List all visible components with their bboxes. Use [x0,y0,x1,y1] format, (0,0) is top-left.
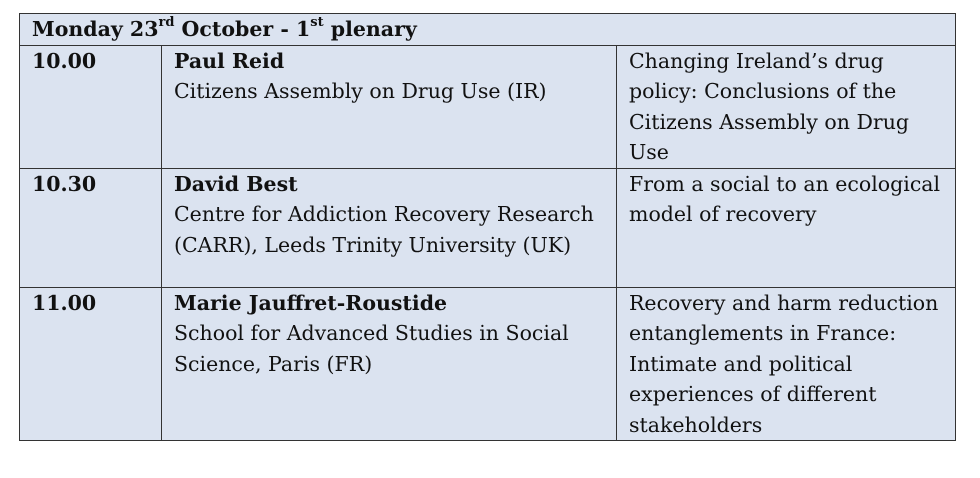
table-header-row [20,14,956,46]
speaker-affiliation: School for Advanced Studies in Social Science, Paris (FR) [174,321,569,376]
talk-title: From a social to an ecological model of recovery [617,168,956,287]
table-row [20,45,956,168]
table-row [20,168,956,287]
session-time: 11.00 [20,287,162,441]
speaker-name: David Best [174,171,298,196]
talk-title: Recovery and harm reduction entanglements in France: Intimate and political experiences of different stakeholders [617,287,956,441]
plenary-schedule-table [19,13,956,441]
session-time: 10.30 [20,168,162,287]
speaker-affiliation: Citizens Assembly on Drug Use (IR) [174,79,547,103]
heading-session: plenary [323,17,417,41]
speaker-cell [162,45,617,168]
speaker-cell [162,168,617,287]
heading-day-suffix: rd [158,15,175,31]
table-row [20,287,956,441]
heading-session-suffix: st [310,15,324,31]
talk-title: Changing Ireland’s drug policy: Conclusions of the Citizens Assembly on Drug Use [617,45,956,168]
speaker-name: Marie Jauffret-Roustide [174,290,448,315]
session-time: 10.00 [20,45,162,168]
speaker-name: Paul Reid [174,48,285,73]
heading-month: October - 1 [174,17,311,41]
speaker-affiliation: Centre for Addiction Recovery Research (CARR), Leeds Trinity University (UK) [174,202,594,257]
speaker-cell [162,287,617,441]
session-heading [20,14,956,46]
heading-day: Monday 23 [32,17,159,41]
